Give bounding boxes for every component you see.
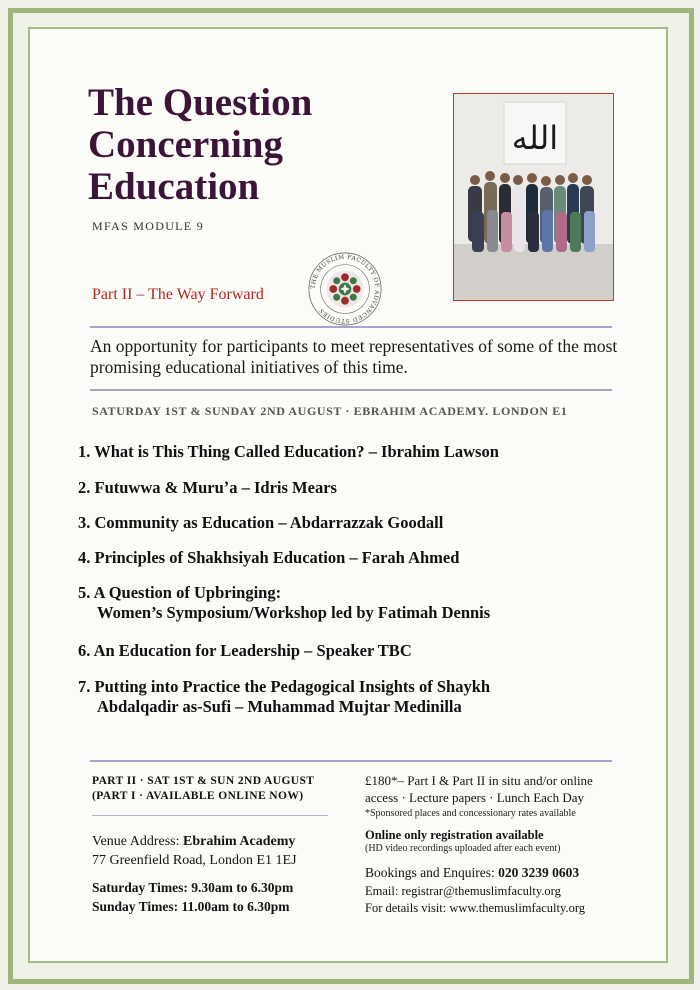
divider-top <box>90 326 612 328</box>
session-item <box>78 478 638 498</box>
session-title: 2. Futuwwa & Muruʼa – Idris Mears <box>78 478 337 497</box>
venue-label: Venue Address: <box>92 834 183 849</box>
module-label: MFAS MODULE 9 <box>92 219 205 233</box>
divider-footer <box>90 760 612 762</box>
session-title: 1. What is This Thing Called Education? – Ibrahim Lawson <box>78 442 499 461</box>
saturday-times: Saturday Times: 9.30am to 6.30pm <box>92 880 294 895</box>
price-line-1: £180*– Part I & Part II in situ and/or online <box>365 773 593 788</box>
venue-line <box>92 834 295 850</box>
session-title: 4. Principles of Shakhsiyah Education – Farah Ahmed <box>78 548 460 567</box>
session-item <box>78 641 638 661</box>
divider-intro <box>90 389 612 391</box>
title-line: The Question <box>88 81 313 124</box>
faculty-seal-logo <box>306 250 384 328</box>
email-line[interactable]: Email: registrar@themuslimfaculty.org <box>365 884 561 898</box>
part-dates: PART II · SAT 1ST & SUN 2ND AUGUST <box>92 775 315 787</box>
intro-text: An opportunity for participants to meet representatives of some of the most promising educational initiatives of this time. <box>90 336 618 377</box>
venue-name: Ebrahim Academy <box>183 834 296 849</box>
bookings-line <box>365 865 579 881</box>
title-line: Education <box>88 165 260 208</box>
group-photo <box>453 93 614 301</box>
date-location: SATURDAY 1ST & SUNDAY 2ND AUGUST · EBRAHIM ACADEMY. LONDON E1 <box>92 404 568 418</box>
bookings-phone[interactable]: 020 3239 0603 <box>498 865 580 880</box>
session-item <box>78 548 638 568</box>
sunday-times: Sunday Times: 11.00am to 6.30pm <box>92 899 290 914</box>
session-subtitle: Abdalqadir as-Sufi – Muhammad Mujtar Medinilla <box>97 697 462 716</box>
session-item <box>78 677 638 717</box>
bookings-label: Bookings and Enquires: <box>365 865 499 880</box>
title-line: Concerning <box>88 123 283 166</box>
price-line-2: access · Lecture papers · Lunch Each Day <box>365 790 585 805</box>
sponsored-note: *Sponsored places and concessionary rates available <box>365 808 576 819</box>
part-subtitle: Part II – The Way Forward <box>92 286 264 303</box>
calligraphy-text: الله <box>511 119 559 157</box>
session-title: 7. Putting into Practice the Pedagogical Insights of Shaykh <box>78 677 491 696</box>
online-only: Online only registration available <box>365 828 544 842</box>
divider-footer-left <box>92 815 328 816</box>
part-one-note: (PART I · AVAILABLE ONLINE NOW) <box>92 790 304 802</box>
online-note: (HD video recordings uploaded after each event) <box>365 843 561 854</box>
session-title: 6. An Education for Leadership – Speaker TBC <box>78 641 412 660</box>
photo-scene <box>454 94 613 300</box>
seal-text: THE MUSLIM FACULTY OF ADVANCED STUDIES <box>310 254 380 324</box>
session-title: 5. A Question of Upbringing: <box>78 583 282 602</box>
session-subtitle: Women’s Symposium/Workshop led by Fatimah Dennis <box>97 603 491 622</box>
venue-address: 77 Greenfield Road, London E1 1EJ <box>92 853 297 868</box>
poster-title <box>88 82 312 208</box>
session-title: 3. Community as Education – Abdarrazzak Goodall <box>78 513 444 532</box>
details-line[interactable]: For details visit: www.themuslimfaculty.org <box>365 901 586 915</box>
session-item <box>78 513 638 533</box>
session-item <box>78 442 638 462</box>
session-item <box>78 583 638 623</box>
